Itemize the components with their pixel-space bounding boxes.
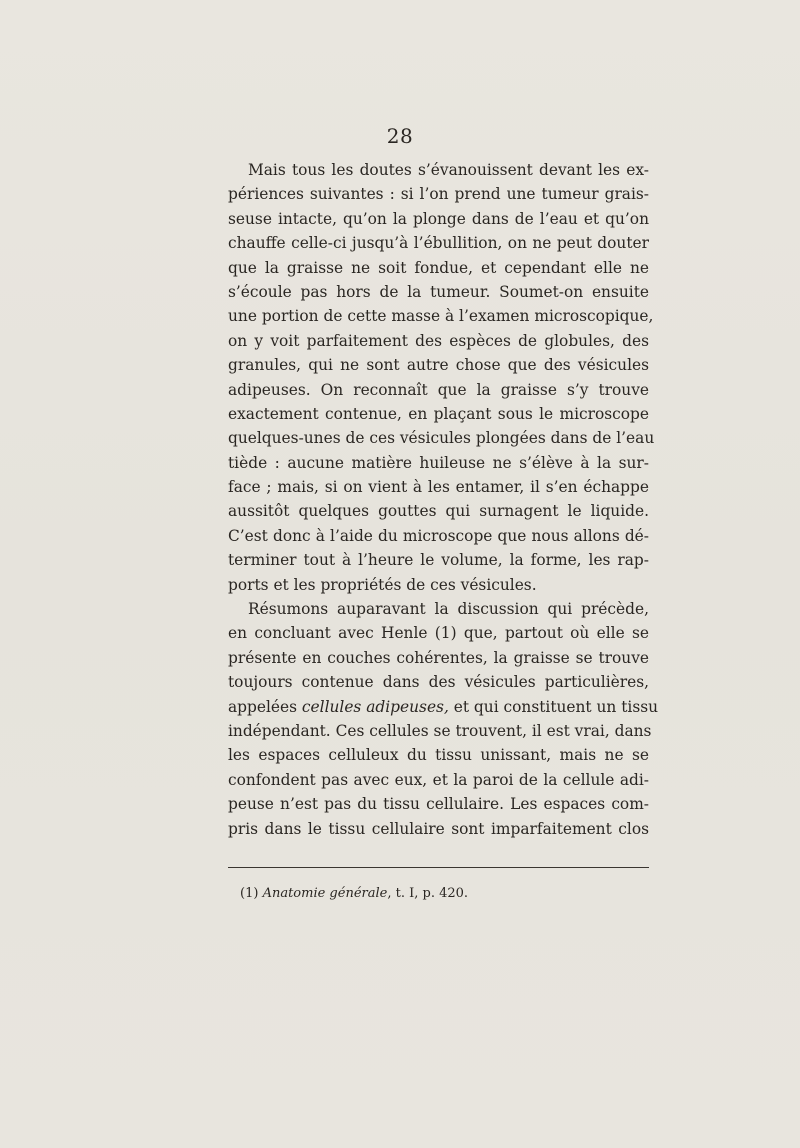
text-line: seuse intacte, qu’on la plonge dans de l’eau et qu’on	[228, 209, 649, 228]
text-line: confondent pas avec eux, et la paroi de la cellule adi-	[228, 770, 649, 789]
text-line: tiède : aucune matière huileuse ne s’élève à la sur-	[228, 453, 649, 472]
text-line: Résumons auparavant la discussion qui précède,	[248, 600, 649, 619]
text-fragment: et qui constituent un tissu	[448, 697, 659, 716]
text-line: indépendant. Ces cellules se trouvent, il est vrai, dans	[228, 721, 652, 740]
text-line: s’écoule pas hors de la tumeur. Soumet-on ensuite	[228, 282, 649, 301]
text-line: toujours contenue dans des vésicules particulières,	[228, 673, 649, 692]
text-line: que la graisse ne soit fondue, et cependant elle ne	[228, 258, 649, 277]
footnote	[240, 886, 468, 901]
footnote-marker: (1)	[240, 886, 259, 901]
text-line: aussitôt quelques gouttes qui surnagent le liquide.	[228, 502, 649, 521]
text-line: ports et les propriétés de ces vésicules.	[228, 575, 537, 594]
text-line: les espaces celluleux du tissu unissant, mais ne se	[228, 746, 649, 765]
footnote-title: Anatomie générale	[262, 886, 388, 901]
text-line: exactement contenue, en plaçant sous le microscope	[228, 404, 649, 423]
text-line: périences suivantes : si l’on prend une tumeur grais-	[228, 185, 649, 204]
text-line: une portion de cette masse à l’examen microscopique,	[228, 307, 654, 326]
italic-term: cellules adipeuses,	[301, 697, 449, 716]
body-text	[228, 158, 659, 841]
text-line: C’est donc à l’aide du microscope que nous allons dé-	[228, 526, 649, 545]
text-line: face ; mais, si on vient à les entamer, il s’en échappe	[228, 478, 649, 497]
text-line: granules, qui ne sont autre chose que des vésicules	[228, 356, 649, 375]
page-number: 28	[386, 124, 414, 148]
footnote-rule	[228, 867, 649, 868]
text-line: terminer tout à l’heure le volume, la forme, les rap-	[228, 551, 649, 570]
text-fragment: appelées	[228, 697, 302, 716]
text-line: Mais tous les doutes s’évanouissent devant les ex-	[248, 161, 649, 179]
text-line: adipeuses. On reconnaît que la graisse s’y trouve	[228, 380, 649, 399]
text-line: on y voit parfaitement des espèces de globules, des	[228, 331, 649, 350]
text-line: peuse n’est pas du tissu cellulaire. Les espaces com-	[228, 795, 649, 814]
text-line: chauffe celle-ci jusqu’à l’ébullition, on ne peut douter	[228, 234, 649, 253]
text-line: en concluant avec Henle (1) que, partout où elle se	[228, 624, 649, 643]
text-line: présente en couches cohérentes, la graisse se trouve	[228, 648, 649, 667]
text-line: quelques-unes de ces vésicules plongées dans de l’eau	[228, 429, 655, 448]
text-line: pris dans le tissu cellulaire sont imparfaitement clos	[228, 819, 649, 838]
text-line	[228, 695, 659, 719]
footnote-reference: , t. I, p. 420.	[387, 886, 469, 901]
